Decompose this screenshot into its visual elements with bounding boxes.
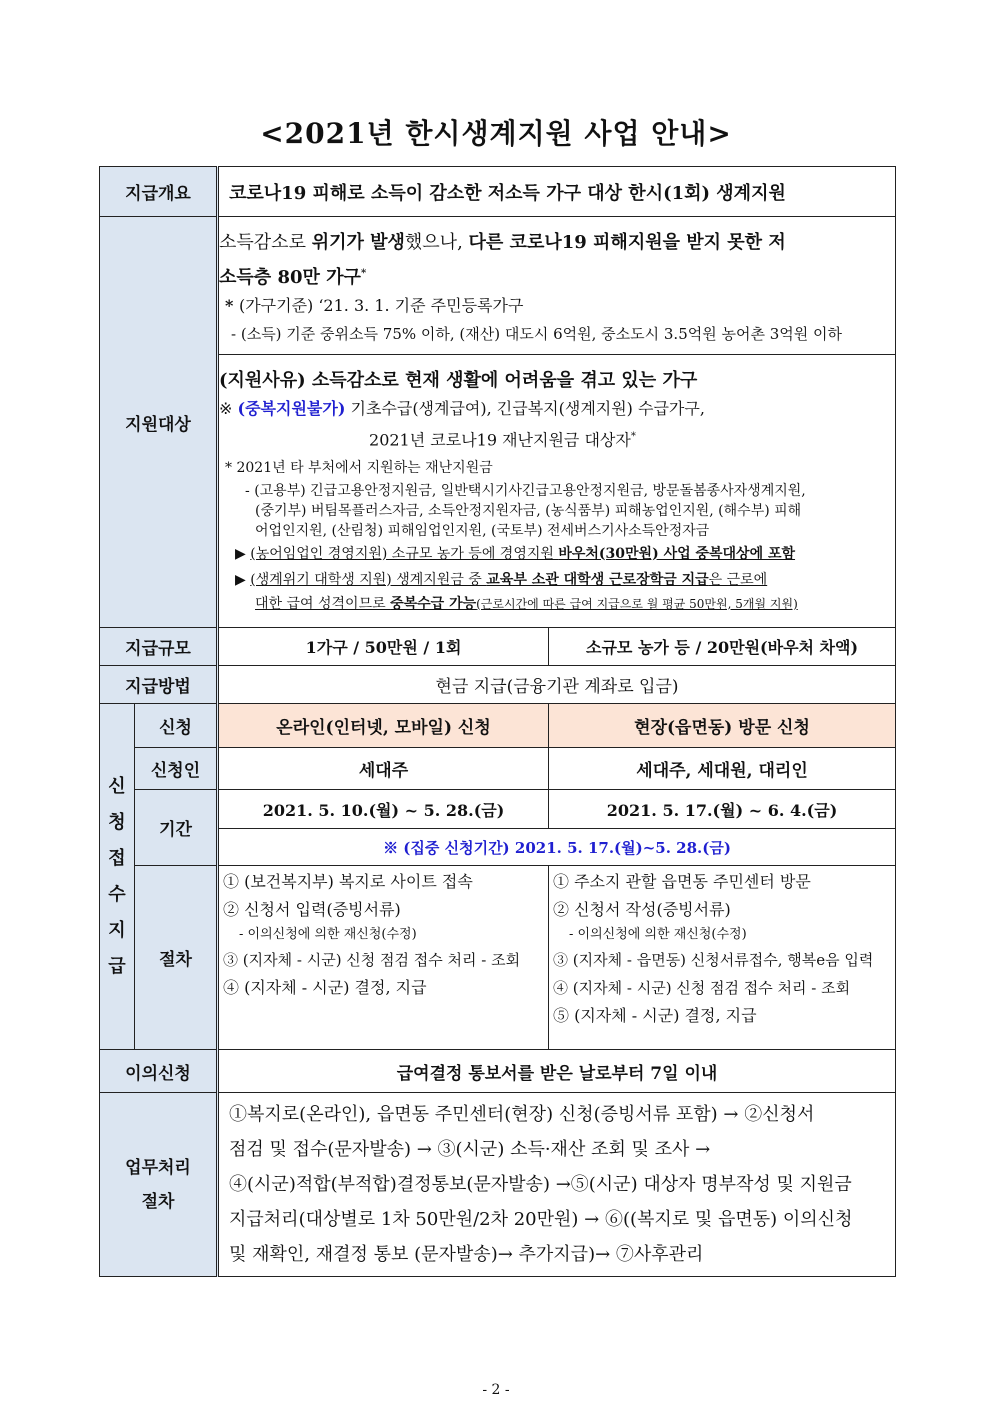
applicant-offline: 세대주, 세대원, 대리인	[549, 748, 896, 790]
row-objection	[100, 1050, 896, 1093]
row-scale	[100, 628, 896, 666]
applicant-online: 세대주	[218, 748, 549, 790]
apply-offline: 현장(읍면동) 방문 신청	[549, 704, 896, 748]
support-reason: (지원사유) 소득감소로 현재 생활에 어려움을 겪고 있는 가구	[219, 370, 698, 392]
row-method	[100, 666, 896, 704]
scale-right: 소규모 농가 등 / 20만원(바우처 차액)	[549, 628, 896, 666]
student-note-2: 대한 급여 성격이므로 중복수급 가능(근로시간에 따른 급여 지급으로 월 평균 50만원, 5개월 지원)	[255, 595, 798, 612]
overview-text: 코로나19 피해로 소득이 감소한 저소득 가구 대상 한시(1회) 생계지원	[218, 167, 896, 217]
ministry-list-1: - (고용부) 긴급고용안정지원금, 일반택시기사긴급고용안정지원금, 방문돌봄종사자생계지원,	[245, 482, 806, 499]
row-applicant	[100, 748, 896, 790]
applicant-label: 신청인	[135, 748, 218, 790]
row-apply	[100, 704, 896, 748]
row-target-1	[100, 217, 896, 355]
period-offline: 2021. 5. 17.(월) ~ 6. 4.(금)	[549, 790, 896, 829]
period-label: 기간	[135, 790, 218, 866]
row-overview	[100, 167, 896, 217]
apply-online: 온라인(인터넷, 모바일) 신청	[218, 704, 549, 748]
row-period-note	[100, 829, 896, 866]
row-procedure	[100, 866, 896, 1050]
row-period	[100, 790, 896, 829]
procedure-offline: ① 주소지 관할 읍면동 주민센터 방문 ② 신청서 작성(증빙서류) - 이의신청에 의한 재신청(수정) ③ (지자체 - 읍면동) 신청서류접수, 행복e음 입력 ④ (지자체 - 시군) 신청 점검 접수 처리 - 조회 ⑤ (지자체 - 시군) 결정, 지급	[549, 866, 896, 1050]
ministry-list-2: (중기부) 버팀목플러스자금, 소득안정지원자금, (농식품부) 피해농업인지원, (해수부) 피해	[255, 502, 802, 519]
page-title: <2021년 한시생계지원 사업 안내>	[260, 117, 732, 150]
scale-left: 1가구 / 50만원 / 1회	[218, 628, 549, 666]
objection-label: 이의신청	[100, 1050, 218, 1093]
method-text: 현금 지급(금융기관 계좌로 입금)	[218, 666, 896, 704]
workflow-steps: ①복지로(온라인), 읍면동 주민센터(현장) 신청(증빙서류 포함) → ②신청서 점검 및 접수(문자발송) → ③(시군) 소득·재산 조회 및 조사 → ④(시군)적합(부적합)결정통보(문자발송) →⑤(시군) 대상자 명부작성 및 지원금 지급처리(대상별로 1차 50만원/2차 20만원) → ⑥((복지로 및 읍면동) 이의신청 및 재확인, 재결정 통보 (문자발송)→ 추가지급)→ ⑦사후관리	[218, 1093, 896, 1277]
workflow-label: 업무처리 절차	[100, 1093, 218, 1277]
method-label: 지급방법	[100, 666, 218, 704]
no-duplicate-line: ※ (중복지원불가) 기초수급(생계급여), 긴급복지(생계지원) 수급가구,	[219, 399, 705, 419]
period-note: ※ (집중 신청기간) 2021. 5. 17.(월)~5. 28.(금)	[218, 829, 896, 866]
procedure-online: ① (보건복지부) 복지로 사이트 접속 ② 신청서 입력(증빙서류) - 이의신청에 의한 재신청(수정) ③ (지자체 - 시군) 신청 점검 접수 처리 - 조회 ④ (지자체 - 시군) 결정, 지급	[218, 866, 549, 1050]
row-workflow	[100, 1093, 896, 1277]
farmer-voucher-note: ▶ (농어임업인 경영지원) 소규모 농가 등에 경영지원 바우처(30만원) 사업 중복대상에 포함	[235, 545, 796, 562]
objection-text: 급여결정 통보서를 받은 날로부터 7일 이내	[218, 1050, 896, 1093]
student-note-1: ▶ (생계위기 대학생 지원) 생계지원금 중 교육부 소관 대학생 근로장학금 지급은 근로에	[235, 571, 768, 588]
procedure-label: 절차	[135, 866, 218, 1050]
ministry-list-3: 어업인지원, (산림청) 피해임업인지원, (국토부) 전세버스기사소득안정자금	[255, 522, 710, 539]
info-table	[99, 166, 896, 1277]
apply-section-label: 신 청 접 수 지 급	[100, 704, 135, 1050]
other-ministry-note: * 2021년 타 부처에서 지원하는 재난지원금	[225, 459, 493, 476]
target-line-4: - (소득) 기준 중위소득 75% 이하, (재산) 대도시 6억원, 중소도시 3.5억원 농어촌 3억원 이하	[231, 325, 842, 343]
page-number: - 2 -	[482, 1382, 510, 1398]
overview-label: 지급개요	[100, 167, 218, 217]
period-online: 2021. 5. 10.(월) ~ 5. 28.(금)	[218, 790, 549, 829]
scale-label: 지급규모	[100, 628, 218, 666]
apply-label: 신청	[135, 704, 218, 748]
target-line-2: 소득층 80만 가구*	[219, 267, 367, 288]
disaster-fund-line: 2021년 코로나19 재난지원금 대상자*	[369, 430, 636, 450]
target-label: 지원대상	[100, 217, 218, 628]
target-exclusions	[218, 355, 896, 628]
target-line-1: 소득감소로 위기가 발생했으나, 다른 코로나19 피해지원을 받지 못한 저	[219, 232, 786, 253]
row-target-2	[100, 355, 896, 628]
target-line-3: * (가구기준) ‘21. 3. 1. 기준 주민등록가구	[225, 296, 524, 315]
target-criteria	[218, 217, 896, 355]
